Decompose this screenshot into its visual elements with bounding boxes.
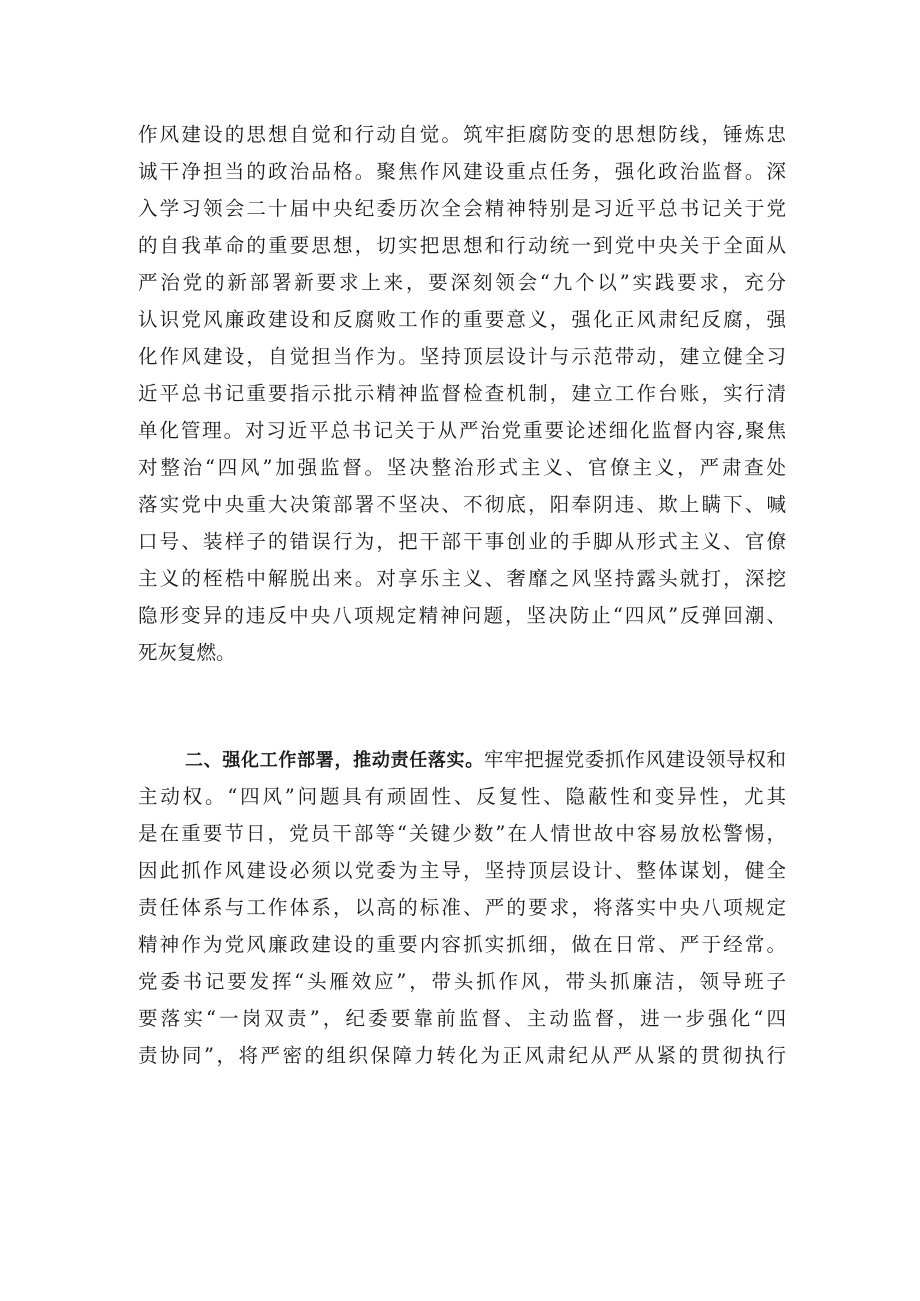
- paragraph-first-line: [185, 745, 786, 775]
- paragraph-line: 诚干净担当的政治品格。聚焦作风建设重点任务，强化政治监督。深: [138, 160, 786, 183]
- paragraph-line: 因此抓作风建设必须以党委为主导，坚持顶层设计、整体谋划，健全: [138, 859, 786, 882]
- section-heading: 二、强化工作部署，推动责任落实。: [185, 750, 484, 771]
- paragraph-line: 落实党中央重大决策部署不坚决、不彻底，阳奉阴违、欺上瞒下、喊: [138, 493, 786, 516]
- paragraph-line: 严治党的新部署新要求上来，要深刻领会“九个以”实践要求，充分: [138, 271, 786, 294]
- paragraph-line: 责协同”，将严密的组织保障力转化为正风肃纪从严从紧的贯彻执行: [138, 1044, 786, 1067]
- paragraph-line: 主动权。“四风”问题具有顽固性、反复性、隐蔽性和变异性，尤其: [138, 785, 786, 808]
- paragraph-line: 入学习领会二十届中央纪委历次全会精神特别是习近平总书记关于党: [138, 197, 786, 220]
- paragraph-line: 口号、装样子的错误行为，把干部干事创业的手脚从形式主义、官僚: [138, 530, 786, 553]
- paragraph-line: 认识党风廉政建设和反腐败工作的重要意义，强化正风肃纪反腐，强: [138, 308, 786, 331]
- paragraph-line: 精神作为党风廉政建设的重要内容抓实抓细，做在日常、严于经常。: [138, 933, 786, 956]
- paragraph-line: 的自我革命的重要思想，切实把思想和行动统一到党中央关于全面从: [138, 234, 786, 257]
- paragraph-line: 作风建设的思想自觉和行动自觉。筑牢拒腐防变的思想防线，锤炼忠: [138, 123, 786, 146]
- paragraph-line: 是在重要节日，党员干部等“关键少数”在人情世故中容易放松警惕，: [138, 822, 786, 845]
- paragraph-line: 隐形变异的违反中央八项规定精神问题，坚决防止“四风”反弹回潮、: [138, 604, 786, 627]
- paragraph-line: 化作风建设，自觉担当作为。坚持顶层设计与示范带动，建立健全习: [138, 345, 786, 368]
- paragraph-line: 近平总书记重要指示批示精神监督检查机制，建立工作台账，实行清: [138, 382, 786, 405]
- paragraph-line: 对整治“四风”加强监督。坚决整治形式主义、官僚主义，严肃查处: [138, 456, 786, 479]
- paragraph-line: 责任体系与工作体系，以高的标准、严的要求，将落实中央八项规定: [138, 896, 786, 919]
- paragraph-line: 主义的桎梏中解脱出来。对享乐主义、奢靡之风坚持露头就打，深挖: [138, 567, 786, 590]
- paragraph-line: 党委书记要发挥“头雁效应”，带头抓作风，带头抓廉洁，领导班子: [138, 970, 786, 993]
- paragraph-line: 单化管理。对习近平总书记关于从严治党重要论述细化监督内容,聚焦: [138, 419, 786, 442]
- paragraph-line: 死灰复燃。: [138, 641, 236, 664]
- paragraph-line: 要落实“一岗双责”，纪委要靠前监督、主动监督，进一步强化“四: [138, 1007, 786, 1030]
- paragraph-text: 牢牢把握党委抓作风建设领导权和: [483, 748, 786, 771]
